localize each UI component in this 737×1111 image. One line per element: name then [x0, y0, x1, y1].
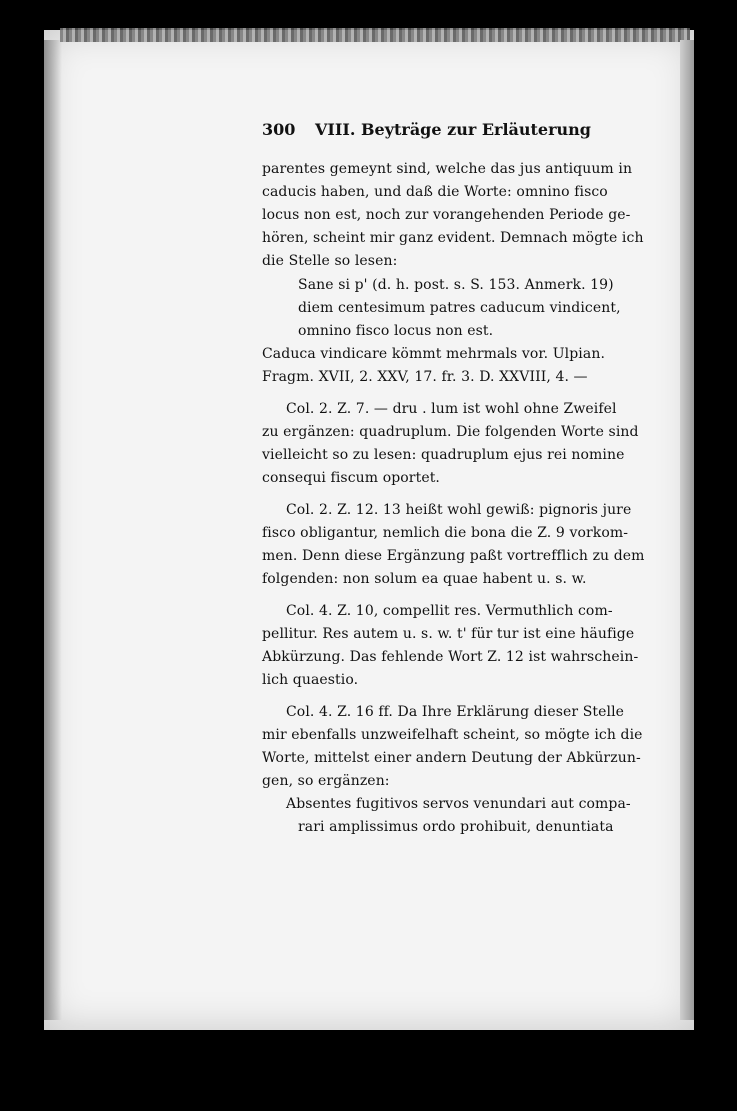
quote-line: omnino fisco locus non est.	[298, 323, 494, 339]
paragraph-start: Col. 2. Z. 12. 13 heißt wohl gewiß: pignoris jure	[286, 502, 632, 518]
text-line: Fragm. XVII, 2. XXV, 17. fr. 3. D. XXVIII, 4. —	[262, 369, 588, 385]
text-line: lich quaestio.	[262, 672, 359, 688]
text-line: locus non est, noch zur vorangehenden Periode ge-	[262, 207, 631, 223]
page-number: 300	[262, 120, 296, 139]
paragraph-start: Col. 2. Z. 7. — dru . lum ist wohl ohne Zweifel	[286, 401, 617, 417]
text-line: gen, so ergänzen:	[262, 773, 390, 789]
paragraph-start: Col. 4. Z. 10, compellit res. Vermuthlich com-	[286, 603, 613, 619]
text-line: hören, scheint mir ganz evident. Demnach mögte ich	[262, 230, 644, 246]
text-line: folgenden: non solum ea quae habent u. s. w.	[262, 571, 587, 587]
text-line: men. Denn diese Ergänzung paßt vortrefflich zu dem	[262, 548, 645, 564]
text-line: parentes gemeynt sind, welche das jus antiquum in	[262, 161, 633, 177]
text-line: Abkürzung. Das fehlende Wort Z. 12 ist wahrschein-	[262, 649, 639, 665]
text-line: pellitur. Res autem u. s. w. t' für tur ist eine häufige	[262, 626, 635, 642]
text-line: Caduca vindicare kömmt mehrmals vor. Ulpian.	[262, 346, 605, 362]
paragraph-start: Col. 4. Z. 16 ff. Da Ihre Erklärung dieser Stelle	[286, 704, 625, 720]
quote-line: diem centesimum patres caducum vindicent,	[298, 300, 621, 316]
page-right-edge	[680, 40, 694, 1020]
text-line: rari amplissimus ordo prohibuit, denuntiata	[298, 819, 614, 835]
text-line: zu ergänzen: quadruplum. Die folgenden Worte sind	[262, 424, 639, 440]
paragraph-start: Absentes fugitivos servos venundari aut compa-	[286, 796, 631, 812]
page-top-edge	[60, 28, 690, 42]
text-line: caducis haben, und daß die Worte: omnino fisco	[262, 184, 608, 200]
page-left-shadow	[44, 40, 62, 1020]
text-line: Worte, mittelst einer andern Deutung der Abkürzun-	[262, 750, 641, 766]
text-line: die Stelle so lesen:	[262, 253, 398, 269]
text-line: consequi fiscum oportet.	[262, 470, 440, 486]
running-title: VIII. Beyträge zur Erläuterung	[314, 120, 591, 139]
running-header	[262, 120, 652, 139]
text-line: mir ebenfalls unzweifelhaft scheint, so mögte ich die	[262, 727, 643, 743]
text-line: fisco obligantur, nemlich die bona die Z. 9 vorkom-	[262, 525, 629, 541]
text-line: vielleicht so zu lesen: quadruplum ejus rei nomine	[262, 447, 625, 463]
quote-line: Sane si p' (d. h. post. s. S. 153. Anmerk. 19)	[298, 277, 614, 293]
